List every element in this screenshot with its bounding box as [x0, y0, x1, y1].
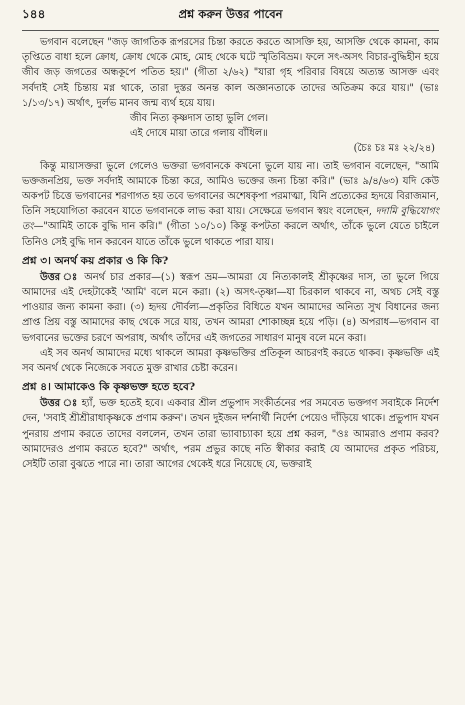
answer-4	[22, 396, 439, 472]
verse-line-1: জীব নিত্য কৃষ্ণদাস তাহা ভুলি গেল।	[130, 113, 269, 125]
verse-line-2: এই দোষে মায়া তারে গলায় বাঁধিল॥	[130, 128, 268, 140]
paragraph-2	[22, 159, 439, 250]
question-4-heading: প্রশ্ন ৪। আমাকেও কি কৃষ্ণভক্ত হতে হবে?	[22, 381, 196, 394]
page-header	[22, 6, 439, 31]
answer-4-label: উত্তর ঃ	[40, 398, 78, 410]
answer-3-label: উত্তর ঃ	[40, 271, 80, 283]
answer-3	[22, 270, 439, 346]
paragraph-2-text: কিন্তু মায়াসক্তরা ভুলে গেলেও ভক্তরা ভগবানকে কখনো ভুলে যায় না। তাই ভগবান বলেছেন, "আমি ভক্তজনপ্রিয়, ভক্ত সর্বদাই আমাকে চিন্তা করে, আমিও ভক্তের জন্য চিন্তা করি।" (ভাঃ ৯/৪/৬৩) যদি কেউ অকপট চিত্তে ভগবানের শরণাগত হয় তবে ভগবানের অশেষকৃপা পরমাত্মা, যিনি প্রত্যেকের হৃদয়ে বিরাজমান, তিনি সহযোগিতা করবেন যাতে ভগবানকে লাভ করা যায়। সেক্ষেত্রে ভগবান স্বয়ং বলেছেন,	[22, 160, 439, 218]
sanskrit-quote: দদামি বুদ্ধিযোগং তং	[22, 206, 439, 233]
answer-3-text: অনর্থ চার প্রকার—(১) স্বরূপ ভ্রম—আমরা যে নিত্যকালই শ্রীকৃষ্ণের দাস, তা ভুলে গিয়ে আমাদের এই দেহটাকেই 'আমি' বলে মনে করা। (২) অসৎ-তৃষ্ণা—যা চিরকাল থাকবে না, অথচ সেই বস্তু পাওয়ার জন্য কামনা করা। (৩) হৃদয় দৌর্বল্য—প্রকৃতির বিধিতে যখন আমাদের অনিত্য সুখ বিধানের জন্য প্রাপ্ত প্রিয় বস্তু আমাদের কাছ থেকে সরে যায়, তখন আমরা শোকাচ্ছন্ন হয়ে পড়ি। (৪) অপরাধ—ভগবান বা ভগবানের ভক্তের চরণে অপরাধ, অর্থাৎ তাঁদের এই জগতের সাধারণ মানুষ বলে মনে করা।	[22, 271, 439, 344]
page-number: ১৪৪	[22, 7, 46, 21]
answer-3-followup: এই সব অনর্থ আমাদের মধ্যে থাকলে আমরা কৃষ্ণভক্তির প্রতিকূল আচরণই করতে থাকব। কৃষ্ণভক্তি এই সব অনর্থ থেকে নিজেকে সবতে মুক্ত রাখার চেষ্টা করেন।	[22, 347, 439, 375]
paragraph-2-rest: —"আমিই তাকে বুদ্ধি দান করি।" (গীতা ১০/১০) কিন্তু কপটতা করলে অর্থাৎ, তাঁকে ভুলে যেতে চাইলে তিনিও সেই বুদ্ধি দান করবেন যাতে তাঁকে ভুলে থাকতে পারা যায়।	[22, 221, 439, 248]
question-3-heading: প্রশ্ন ৩। অনর্থ কয় প্রকার ও কি কি?	[22, 254, 169, 267]
running-title: প্রশ্ন করুন উত্তর পাবেন	[178, 7, 283, 21]
paragraph-1: ভগবান বলেছেন "জড় জাগতিক রূপরসের চিন্তা করতে করতে আসক্তি হয়, আসক্তি থেকে কামনা, কাম তৃপ্তিতে বাধা হলে ক্রোধ, ক্রোধ থেকে মোহ, মোহ থেকে ঘটে স্মৃতিবিভ্রম। ফলে সৎ-অসৎ বিচার-বুদ্ধিহীন হয়ে জীব জড় জগতের অন্ধকূপে পতিত হয়।" (গীতা ২/৬২) "যারা গৃহ পরিবার বিষয়ে অত্যন্ত আসক্ত এবং সর্বদাই সেই চিন্তায় মগ্ন থাকে, তারা দুস্তর অনন্ত কাল অজ্ঞানতাকে তাদের অতিক্রম করে যায়।" (ভাঃ ১/১৩/১৭) অর্থাৎ, দুর্লভ মানব জন্ম ব্যর্থ হয়ে যায়।	[22, 37, 439, 109]
verse-reference: (চৈঃ চঃ মঃ ২২/২৪)	[353, 143, 435, 155]
answer-4-text: হ্যাঁ, ভক্ত হতেই হবে। একবার শ্রীল প্রভুপাদ সংকীর্তনের পর সমবেত ভক্তগণ সবাইকে নির্দেশ দেন, 'সবাই শ্রীশ্রীরাধাকৃষ্ণকে প্রণাম করুন'। তখন দুইজন দর্শনার্থী নির্দেশ পেয়েও দাঁড়িয়ে থাকে। প্রভুপাদ যখন পুনরায় প্রণাম করতে তাদের বললেন, তখন তারা ভ্যাবাচ্যাকা হয়ে প্রশ্ন করল, "ওঃ আমরাও প্রণাম করব? আমাদেরও প্রণাম করতে হবে?" অর্থাৎ, পরম প্রভুর কাছে নতি স্বীকার করাই যে আমাদের প্রকৃত পরিচয়, সেইটি তারা বুঝতে পারে না। তারা আগের থেকেই ধরে নিয়েছে যে, ভক্তরাই	[22, 398, 439, 471]
